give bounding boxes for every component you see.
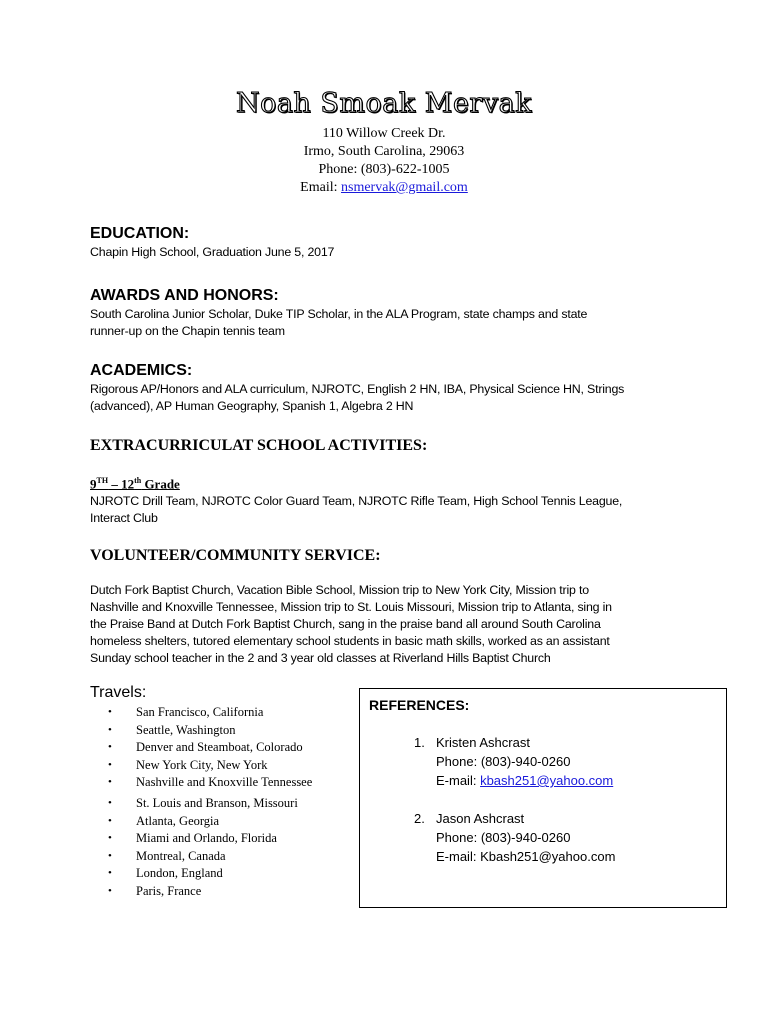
reference-entry (414, 733, 614, 790)
reference-name: Kristen Ashcrast (436, 735, 530, 750)
volunteer-heading: VOLUNTEER/COMMUNITY SERVICE: (90, 547, 381, 564)
email-link[interactable]: nsmervak@gmail.com (341, 180, 468, 195)
list-item: • London, England (136, 865, 350, 883)
academics-heading: ACADEMICS: (90, 362, 193, 379)
awards-heading: AWARDS AND HONORS: (90, 287, 279, 304)
reference-phone: Phone: (803)-940-0260 (436, 830, 571, 845)
education-heading: EDUCATION: (90, 225, 190, 242)
applicant-name: Noah Smoak Mervak (235, 88, 533, 119)
list-item: • Paris, France (136, 883, 350, 901)
awards-text-line2: runner-up on the Chapin tennis team (90, 324, 285, 338)
reference-number: 2. (414, 811, 425, 826)
address-line-1: 110 Willow Creek Dr. (322, 126, 446, 141)
bullet-icon: • (108, 741, 112, 754)
education-text: Chapin High School, Graduation June 5, 2017 (90, 245, 335, 259)
reference-number: 1. (414, 735, 425, 750)
extracurricular-heading: EXTRACURRICULAT SCHOOL ACTIVITIES: (90, 437, 428, 454)
list-item: • Denver and Steamboat, Colorado (136, 739, 350, 757)
reference-email-link[interactable]: kbash251@yahoo.com (480, 773, 614, 788)
bullet-icon: • (108, 867, 112, 880)
bullet-icon: • (108, 796, 112, 809)
academics-text-line1: Rigorous AP/Honors and ALA curriculum, NJROTC, English 2 HN, IBA, Physical Science HN, Strings (90, 382, 625, 396)
bullet-icon: • (108, 832, 112, 845)
resume-header (0, 88, 768, 197)
bullet-icon: • (108, 884, 112, 897)
extracurricular-text-line2: Interact Club (90, 511, 158, 526)
references-box (359, 688, 727, 908)
travels-heading: Travels: (90, 684, 147, 701)
references-heading: REFERENCES: (369, 697, 470, 713)
volunteer-text-line1: Dutch Fork Baptist Church, Vacation Bible School, Mission trip to New York City, Mission trip to (90, 583, 589, 597)
academics-section (90, 361, 690, 415)
travels-list (90, 704, 350, 901)
extracurricular-section (90, 436, 690, 527)
grade-range: 9TH – 12th Grade (90, 476, 180, 492)
reference-entry (414, 809, 616, 866)
list-item: • St. Louis and Branson, Missouri (136, 795, 350, 813)
list-item: • Atlanta, Georgia (136, 813, 350, 831)
bullet-icon: • (108, 723, 112, 736)
volunteer-text-line3: the Praise Band at Dutch Fork Baptist Church, sang in the praise band all around South Carolina (90, 617, 601, 631)
volunteer-text-line4: homeless shelters, tutored elementary school students in basic math skills, worked as an assistant (90, 634, 610, 648)
reference-phone: Phone: (803)-940-0260 (436, 754, 571, 769)
volunteer-section (90, 546, 690, 667)
reference-email-line: E-mail: Kbash251@yahoo.com (436, 849, 616, 864)
reference-email-text: Kbash251@yahoo.com (480, 849, 616, 864)
email-line (0, 179, 768, 197)
academics-text-line2: (advanced), AP Human Geography, Spanish 1, Algebra 2 HN (90, 399, 414, 413)
bullet-icon: • (108, 849, 112, 862)
education-section (90, 224, 690, 261)
bullet-icon: • (108, 758, 112, 771)
bullet-icon: • (108, 814, 112, 827)
list-item: • Seattle, Washington (136, 722, 350, 740)
extracurricular-text-line1: NJROTC Drill Team, NJROTC Color Guard Team, NJROTC Rifle Team, High School Tennis League, (90, 494, 623, 509)
awards-text-line1: South Carolina Junior Scholar, Duke TIP Scholar, in the ALA Program, state champs and state (90, 307, 588, 321)
address-line-2: Irmo, South Carolina, 29063 (303, 144, 465, 159)
list-item: • New York City, New York (136, 757, 350, 775)
awards-section (90, 286, 690, 340)
reference-email-line: E-mail: kbash251@yahoo.com (436, 773, 614, 788)
bullet-icon: • (108, 706, 112, 718)
list-item: • Miami and Orlando, Florida (136, 830, 350, 848)
travels-section (90, 684, 350, 901)
volunteer-text-line2: Nashville and Knoxville Tennessee, Mission trip to St. Louis Missouri, Mission trip to Atlanta, sing in (90, 600, 612, 614)
phone-line: Phone: (803)-622-1005 (318, 162, 450, 177)
reference-name: Jason Ashcrast (436, 811, 525, 826)
list-item: • Montreal, Canada (136, 848, 350, 866)
email-label: Email: (300, 180, 341, 195)
list-item: • Nashville and Knoxville Tennessee (136, 774, 350, 792)
volunteer-text-line5: Sunday school teacher in the 2 and 3 year old classes at Riverland Hills Baptist Church (90, 651, 551, 665)
list-item: • San Francisco, California (136, 704, 350, 722)
bullet-icon: • (108, 776, 112, 789)
